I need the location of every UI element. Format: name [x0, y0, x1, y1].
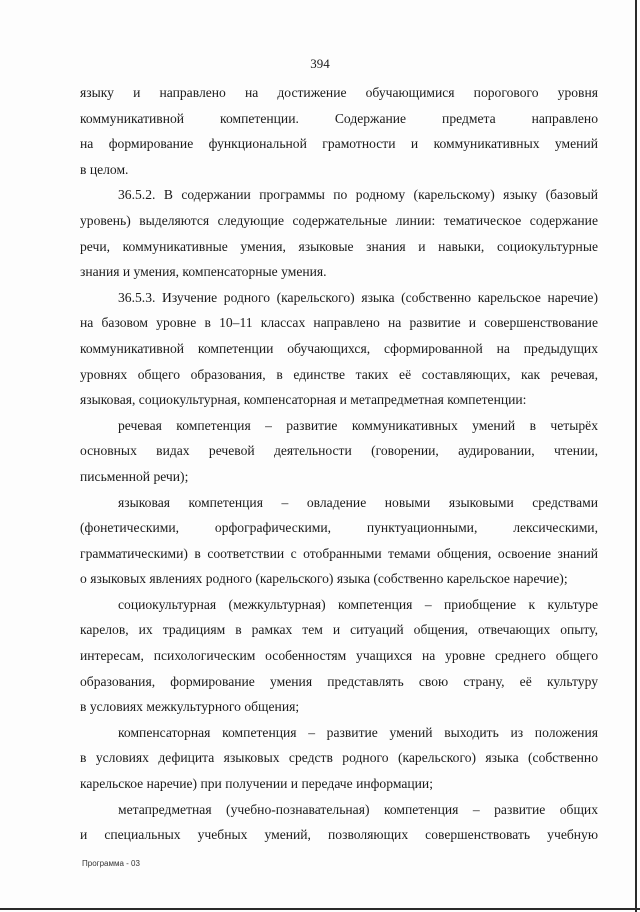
text-line: письменной речи); — [80, 468, 189, 484]
text-line: уровень) выделяются следующие содержательные линии: тематическое содержание — [80, 212, 598, 228]
text-line: коммуникативной компетенции. Содержание предмета направлено — [80, 110, 598, 126]
text-line: речи, коммуникативные умения, языковые знания и навыки, социокультурные — [80, 238, 598, 254]
text-line: карельское наречие) при получении и передаче информации; — [80, 776, 433, 792]
text-line: основных видах речевой деятельности (говорении, аудировании, чтении, — [80, 443, 598, 459]
text-line: в условиях межкультурного общения; — [80, 699, 300, 715]
text-line: речевая компетенция – развитие коммуникативных умений в четырёх — [118, 417, 598, 433]
text-line: грамматическими) в соответствии с отобранными темами общения, освоение знаний — [80, 545, 598, 561]
text-line: коммуникативной компетенции обучающихся, сформированной на предыдущих — [80, 340, 598, 356]
text-line: (фонетическими, орфографическими, пунктуационными, лексическими, — [80, 520, 598, 536]
text-line: на базовом уровне в 10–11 классах направлено на развитие и совершенствование — [80, 315, 598, 331]
text-line: языковая компетенция – овладение новыми языковыми средствами — [118, 494, 598, 510]
text-line: языку и направлено на достижение обучающимися порогового уровня — [80, 85, 598, 100]
text-line: метапредметная (учебно-познавательная) компетенция – развитие общих — [118, 801, 598, 817]
text-line: знания и умения, компенсаторные умения. — [80, 264, 327, 280]
text-line: 36.5.3. Изучение родного (карельского) языка (собственно карельское наречие) — [118, 289, 598, 305]
text-line: на формирование функциональной грамотности и коммуникативных умений — [80, 136, 598, 152]
text-line: уровнях общего образования, в единстве таких её составляющих, как речевая, — [80, 366, 598, 382]
page-number: 394 — [310, 56, 330, 71]
text-line: 36.5.2. В содержании программы по родному (карельскому) языку (базовый — [118, 187, 598, 203]
text-line: социокультурная (межкультурная) компетенция – приобщение к культуре — [118, 596, 598, 612]
text-line: интересам, психологическим особенностям учащихся на уровне среднего общего — [80, 648, 598, 664]
body-text — [80, 80, 598, 848]
text-line: карелов, их традициям в рамках тем и ситуаций общения, отвечающих опыту, — [80, 622, 598, 638]
text-line: в целом. — [80, 161, 129, 177]
scan-edge-right — [635, 0, 637, 912]
text-line: образования, формирование умения представлять свою страну, её культуру — [80, 673, 598, 689]
scan-edge-bottom — [0, 908, 640, 910]
text-line: в условиях дефицита языковых средств родного (карельского) языка (собственно — [80, 750, 598, 766]
text-line: языковая, социокультурная, компенсаторная и метапредметная компетенции: — [80, 392, 527, 408]
text-line: и специальных учебных умений, позволяющих совершенствовать учебную — [80, 827, 598, 843]
text-line: о языковых явлениях родного (карельского) языка (собственно карельское наречие); — [80, 571, 568, 587]
text-line: компенсаторная компетенция – развитие умений выходить из положения — [118, 724, 598, 740]
page-footer: Программа - 03 — [82, 859, 140, 868]
